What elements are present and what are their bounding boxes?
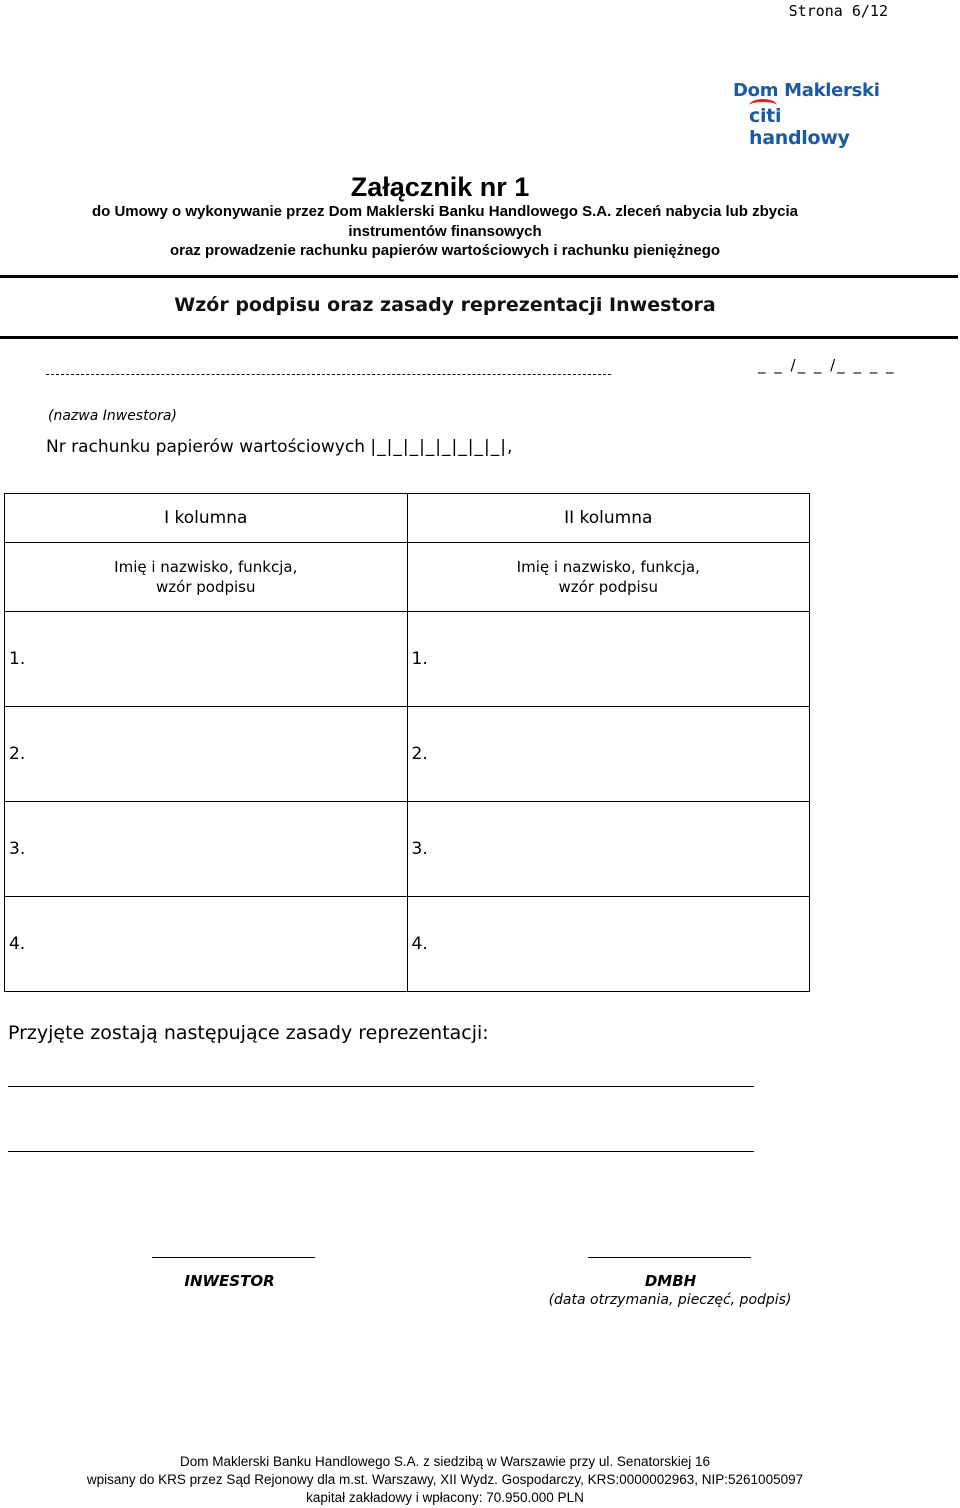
account-number-row — [46, 437, 513, 457]
signature-cell[interactable]: 1. — [5, 612, 408, 707]
signature-cell[interactable]: 4. — [5, 897, 408, 992]
footer-line-3: kapitał zakładowy i wpłacony: 70.950.000 PLN — [306, 1490, 584, 1505]
signature-cell[interactable]: 2. — [5, 707, 408, 802]
investor-signature-line[interactable] — [152, 1257, 315, 1258]
representation-rules-heading: Przyjęte zostają następujące zasady reprezentacji: — [8, 1022, 489, 1044]
citi-arc-icon: citi — [749, 105, 781, 127]
column-1-header: I kolumna — [5, 494, 408, 543]
column-2-header: II kolumna — [407, 494, 810, 543]
table-row — [5, 897, 810, 992]
section-heading: Wzór podpisu oraz zasady reprezentacji Inwestora — [174, 294, 716, 316]
footer-line-2: wpisany do KRS przez Sąd Rejonowy dla m.st. Warszawy, XII Wydz. Gospodarczy, KRS:0000002963, NIP:5261005097 — [86, 1472, 804, 1487]
investor-signature-label: INWESTOR — [184, 1272, 275, 1290]
footer-line-1: Dom Maklerski Banku Handlowego S.A. z siedzibą w Warszawie przy ul. Senatorskiej 16 — [180, 1454, 710, 1469]
dom-maklerski-citi-handlowy-logo — [733, 80, 883, 149]
date-field[interactable]: _ _ /_ _ /_ _ _ _ — [758, 356, 896, 374]
logo-line-1: Dom Maklerski — [733, 80, 880, 101]
table-row — [5, 802, 810, 897]
dmbh-signature-label: DMBH — [644, 1272, 697, 1290]
table-subheader-row — [5, 543, 810, 612]
signature-cell[interactable]: 1. — [407, 612, 810, 707]
document-subtitle-line-2: instrumentów finansowych — [348, 223, 542, 240]
logo-handlowy: handlowy — [749, 127, 850, 149]
column-2-subheader: Imię i nazwisko, funkcja, wzór podpisu — [407, 543, 810, 612]
signature-cell[interactable]: 3. — [407, 802, 810, 897]
table-header-row — [5, 494, 810, 543]
document-subtitle-line-3: oraz prowadzenie rachunku papierów wartościowych i rachunku pieniężnego — [169, 242, 721, 259]
representation-rules-line-1[interactable] — [8, 1086, 754, 1087]
investor-name-field[interactable] — [46, 360, 611, 375]
representation-rules-line-2[interactable] — [8, 1151, 754, 1152]
signature-table — [4, 493, 810, 992]
section-rule-bottom — [0, 336, 958, 339]
account-number-field[interactable]: |_|_|_|_|_|_|_|_|, — [370, 437, 514, 457]
table-row — [5, 612, 810, 707]
table-row — [5, 707, 810, 802]
document-title: Załącznik nr 1 — [350, 172, 530, 202]
column-1-subheader: Imię i nazwisko, funkcja, wzór podpisu — [5, 543, 408, 612]
section-rule-top — [0, 275, 958, 278]
signature-cell[interactable]: 3. — [5, 802, 408, 897]
page-number: Strona 6/12 — [788, 2, 888, 20]
document-subtitle-line-1: do Umowy o wykonywanie przez Dom Maklerski Banku Handlowego S.A. zleceń nabycia lub zbycia — [91, 203, 798, 220]
investor-name-caption: (nazwa Inwestora) — [48, 408, 177, 424]
signature-cell[interactable]: 2. — [407, 707, 810, 802]
dmbh-signature-note: (data otrzymania, pieczęć, podpis) — [548, 1292, 792, 1308]
account-number-label: Nr rachunku papierów wartościowych — [46, 437, 365, 457]
dmbh-signature-line[interactable] — [588, 1257, 751, 1258]
signature-cell[interactable]: 4. — [407, 897, 810, 992]
logo-line-2 — [749, 105, 883, 149]
